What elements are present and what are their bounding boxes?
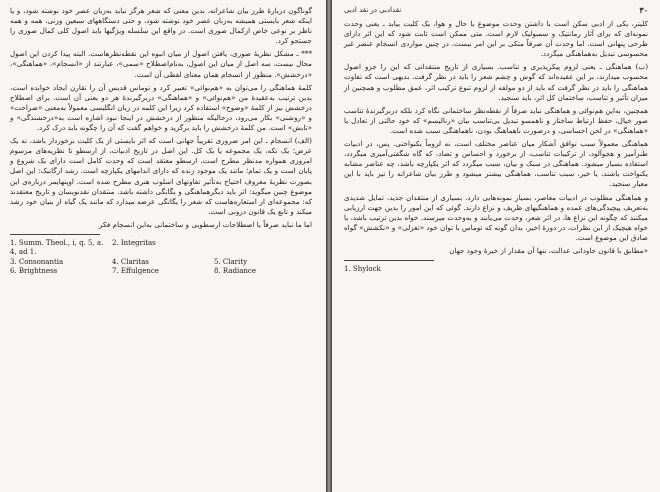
footnote-4: 4. Claritas [112, 257, 149, 266]
footnotes [10, 239, 312, 277]
right-paragraph-5: و هماهنگی مطلوب در ادبیات معاصر، بسیار نمونه‌هایی دارد. بسیاری از منتقدان جدید، تمایل شدیدی به‌تعریف پیچیدگی‌های عمده و هماهنگیهای ظریف و نزاع دارند. گوئی که این امور را بدین جهت ارزیابی میکنند که چگونه این نزاع ها، در اثر شعر، وحدت می‌یابند و به‌وحدت میرسند. خواه بدین ترتیب باشد، یا خواه هیچیک از این نظرات، در دورهٔ اخیر، بدان گونه که توماس با توان خود «تغزلی» و «نکشش» گواه صادق این موضوع است. [344, 192, 648, 242]
footnote-1: 1. Summ. Theol., i, q. 5, a. 4, ad 1. [10, 238, 104, 257]
right-paragraph-3: همچنین، به‌این هم‌نوائی و هماهنگی نباید صرفاً از نقطه‌نظر ساختمانی نگاه کرد بلکه دربرگیرندهٔ تناسب صور خیال، حفظ ارتباط ساختار و ناهمسو تبدیل بی‌تناسب بیان «رنالیسم» که خود حالتی از تعادل یا «هماهنگی» در لحن احساسی، و درصورت ناهماهنگ بودن، ناهماهنگی سبب شده است. [344, 105, 648, 135]
footnote-spacer [214, 239, 312, 258]
right-footnote: 1. Shylock [344, 265, 381, 274]
running-header [344, 6, 648, 15]
right-page [332, 0, 660, 492]
footnote-7: 7. Effulgence [112, 267, 159, 276]
page-number: ۳۰ [639, 5, 648, 15]
right-paragraph-4: هماهنگی معمولاً سبب توافق آشکار میان عناصر مختلف است، نه لزوماً یکنواختی. پس، در ادبیات طنزآمیز و هجوآلود، از ترکیبات تناسب، از برخورد و احساس و تضاد، که گاه شگفتی‌آمیزی میگردد، استفاده بسیار میشود. هماهنگی در سبک و بیان، سبب میگردد که اثر یکپارچه باشد، چه عناصر مشابه یکنواخت باشند، یا خیر، سبب تناسب، هماهنگی بیشتر میشود و طرز بیان شاعرانه را نیز باید با این معیار سنجید. [344, 139, 648, 189]
footnote-6: 6. Brightness [10, 267, 58, 276]
left-page [0, 0, 326, 492]
left-paragraph-5: اما ما نباید صرفاً با اصطلاحات ارسطویی و ساختمانی به‌این انسجام فکر [98, 219, 312, 229]
running-title: نقدادبی در نقد ادبی [344, 6, 402, 14]
right-footnote-divider [344, 260, 434, 261]
left-paragraph-4: (الف) انسجام ـ این امر ضروری تقریباً جهانی است که اثر بایستی از یک کلیت برخوردار باشد، نه یک عرض؛ یک تکه، یک مجموعه یا یک کل. این اصل در تاریخ ادبیات، از ارسطو تا نظریه‌های مرسوم امروزی همواره مدنظر مطرح است. ارسطو معتقد است که وحدت کامل است دارای یک شروع و پایان است و یک تمام؛ مانند یک موجود زنده که دارای اندامهای یکپارچه است. رشد ارگانیک: این اصل بصورت نظریهٔ معروف احتیاج به‌تأثیر تفاوتهای اسلوب هنری مطرح شده است. اوپنهایمر درباره‌ی این موضوع چنین میگوید: اثر باید دیگرهماهنگی و یگانگی داشته باشد. منتقدان نقدنویسان و تاریخ معتقدند که: مجموعه‌ای از استعاره‌هاست که شعر را یگانگی عرضه میدارد که مانند یک گیاه از بنیان خود رشد میکند و تابع یک قانون درونی است. [10, 136, 312, 216]
right-paragraph-6: «مطابق با قانون جاودانی عدالت، تنها آن مقدار از خیرهٔ وجود جهان [449, 245, 648, 255]
footnote-divider [10, 234, 100, 235]
footnote-8: 8. Radiance [214, 267, 256, 276]
right-paragraph-1: کلیتر، یکی از ادبی سکن است با داشتن وحدت موضوع یا حال و هوا، یک کلیت بیابد ـ یعنی وحدت نمونه‌ای که برای آثار رمانتیک و سمبولیک لازم است. متی ممکن است ثابت شود که این اثر دارای طرحی پنهانی است. اما وحدت آن صرفاً متکی بر این امر نیست. در چنین مواردی انسجام عنصر غیر محسوسی تبدیل به‌هماهنگی میگردد. [344, 19, 648, 59]
right-paragraph-2: (ب) هماهنگی ـ یعنی لزوم پیکرپذیری و تناسب. بسیاری از تاریخ منتقدانی که این را جزو اصول محسوب میدارند، بر این عقیده‌اند که گوش و چشم شعر را باید در نظر گرفت. بدیهی است که تفاوت هماهنگی را باید در نظر گرفت که باید از دو مولفه از لزوم تنوع ترکیب اثر، عمق مطلوب و همچنین از میزان تأثیر و تناسب، ساختمان کل اثر، باید سنجید. [344, 62, 648, 102]
footnote-3: 3. Consonantia [10, 257, 64, 266]
footnote-5: 5. Clarity [214, 257, 248, 266]
left-paragraph-1: گوناگون دربارهٔ طرز بیان شاعرانه، بدین معنی که شعر هرگز نباید به‌زبان عصر خود نوشته شود، و یا اینکه شعر بایستی همیشه به‌زبان عصر خود نوشته شود، و حتی دستگاههای سبعین وزنی، همه و همه ناظر بر نوعی خاص ازکمال صوری است. در واقع این سلسله ویژگیها باید اصول کلی کمال صوری را جستجو کرد. [10, 6, 312, 46]
footnote-2: 2. Integritas [112, 238, 156, 247]
left-paragraph-3: کلمهٔ هماهنگی را می‌توان به «هم‌نوائی» تعبیر کرد و توماس قدیس آن را تقارن ایجاد خوانده است، بدین ترتیب به‌عقیدهٔ من «هم‌نوائی» و «هماهنگی» دربرگیرندهٔ هر دو یعنی آن است. برای اصطلاح درخشش نیز از کلمهٔ «وضوح» استفاده کرد زیرا این کلمه در زبان انگلیسی معمولاً به‌معنی «صراحت» و «روشنی» بکار می‌رود، درحالیکه منظور از درخشش در اینجا نبود اشاره است به‌«درخشندگی» و «تابش» است. من کلمهٔ درخشش را باید برگزید و خواهم گفت که آن را چگونه باید درک کرد. [10, 82, 312, 133]
left-paragraph-2: *** ـ مشکل نظریهٔ صوری، یافتن اصول از میان انبوه این نقطه‌نظرهاست. البته پیدا کردن این اصول محال نیست. سه اصل از میان این اصول، به‌نام‌اصطلاح «سمی»، عبارتند از «انسجام»، «هماهنگی»، «درخشش». منظور از انسجام همان معنای لفظی آن است. [10, 49, 312, 79]
